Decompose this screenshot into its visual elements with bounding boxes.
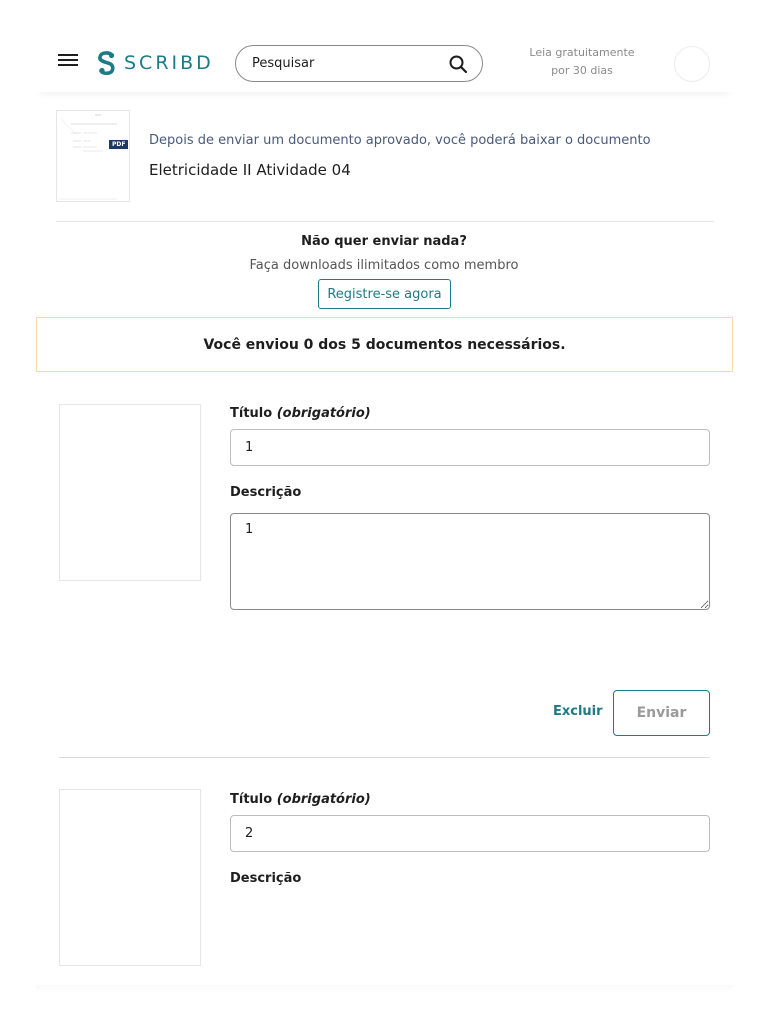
divider (56, 221, 714, 222)
title-label: Título (obrigatório) (230, 792, 371, 807)
document-title: Eletricidade II Atividade 04 (149, 161, 351, 179)
top-header (36, 28, 733, 92)
trial-line-2: por 30 dias (551, 64, 613, 77)
cta-heading: Não quer enviar nada? (301, 234, 467, 249)
description-label: Descrição (230, 871, 302, 886)
register-now-button[interactable]: Registre-se agora (318, 279, 451, 309)
user-avatar[interactable] (674, 46, 710, 82)
search-input[interactable] (252, 56, 432, 71)
document-thumbnail (56, 110, 130, 202)
description-textarea[interactable] (230, 513, 710, 610)
cta-subtext: Faça downloads ilimitados como membro (249, 258, 519, 273)
free-trial-link[interactable] (516, 44, 648, 80)
upload-thumbnail (59, 789, 201, 966)
title-input[interactable] (230, 429, 710, 466)
hamburger-menu-icon[interactable] (58, 54, 78, 68)
required-hint: (obrigatório) (276, 792, 371, 807)
trial-line-1: Leia gratuitamente (529, 46, 635, 59)
pdf-badge: PDF (109, 140, 128, 149)
footer-edge (36, 985, 733, 993)
delete-button[interactable]: Excluir (553, 704, 603, 719)
scribd-logo[interactable] (96, 50, 214, 76)
search-icon[interactable] (448, 54, 468, 74)
logo-text: SCRIBD (124, 52, 214, 74)
title-label: Título (obrigatório) (230, 406, 371, 421)
submit-button[interactable]: Enviar (613, 690, 710, 736)
upload-thumbnail (59, 404, 201, 581)
description-label: Descrição (230, 485, 302, 500)
scribd-logo-icon (96, 50, 118, 76)
search-box[interactable] (235, 45, 483, 82)
required-hint: (obrigatório) (276, 406, 371, 421)
title-input[interactable] (230, 815, 710, 852)
upload-progress-banner: Você enviou 0 dos 5 documentos necessários. (36, 317, 733, 372)
download-notice: Depois de enviar um documento aprovado, você poderá baixar o documento (149, 133, 651, 148)
document-preview-image (57, 111, 130, 202)
divider (59, 757, 710, 758)
